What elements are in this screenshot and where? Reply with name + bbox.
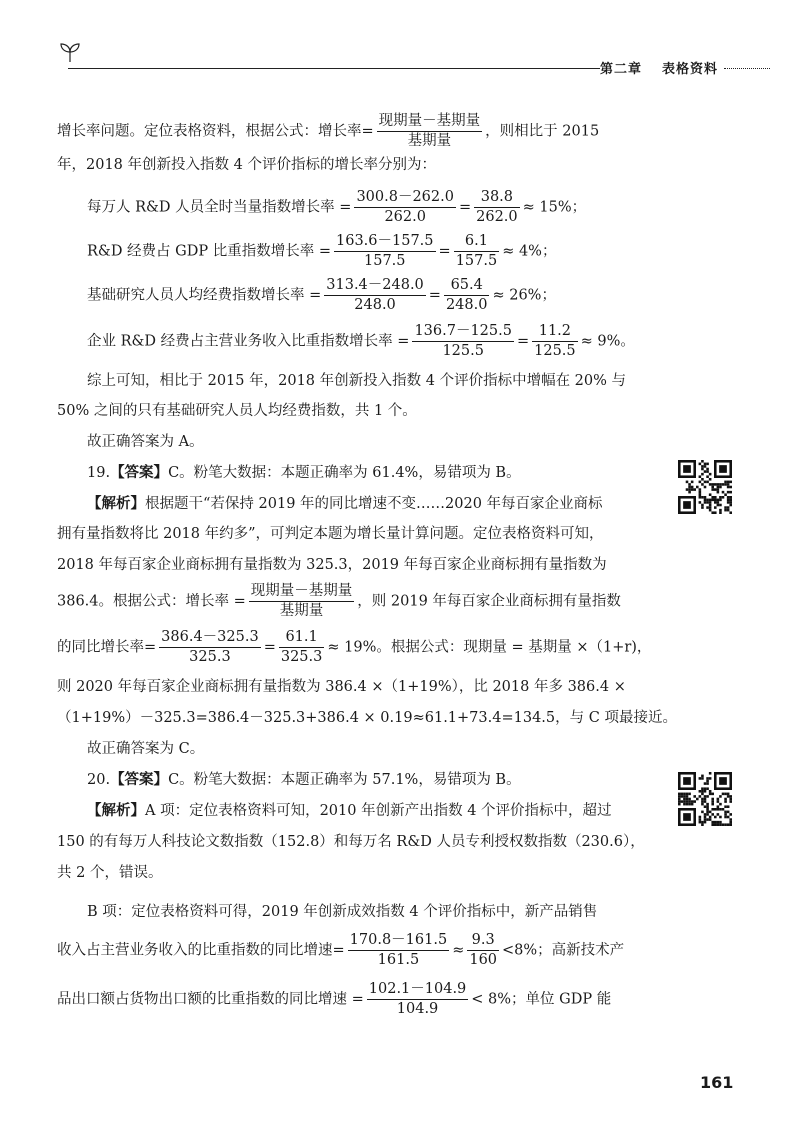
fraction: $\frac{313.4-248.0}{248.0}$	[326, 277, 424, 313]
page-number: 161	[700, 1073, 734, 1092]
analysis-20: 【解析】A 项：定位表格资料可知，2010 年创新产出指数 4 个评价指标中，超过	[87, 802, 612, 819]
formula-line: 企业 R&D 经费占主营业务收入比重指数增长率 = $\frac{136.7-125.5}{125.5}$ = $\frac{11.2}{125.5}$ ≈ 9%。	[87, 323, 635, 359]
chapter-title	[600, 58, 718, 77]
qr-code-icon[interactable]	[678, 772, 732, 826]
text-line: 故正确答案为 C。	[87, 741, 205, 757]
qr-code-icon[interactable]	[678, 460, 732, 514]
fraction: $\frac{170.8-161.5}{161.5}$	[349, 932, 448, 968]
text-line: 共 2 个，错误。	[57, 865, 163, 881]
fraction: $\frac{163.6-157.5}{157.5}$	[336, 233, 434, 269]
fraction: $\frac{38.8}{262.0}$	[476, 189, 518, 225]
header-rule	[68, 68, 600, 69]
text-line: B 项：定位表格资料可得，2019 年创新成效指数 4 个评价指标中，新产品销售	[87, 904, 598, 920]
analysis-19: 【解析】根据题干“若保持 2019 年的同比增速不变……2020 年每百家企业商标	[87, 495, 603, 512]
fraction: $\frac{386.4-325.3}{325.3}$	[161, 629, 259, 665]
fraction: $\frac{300.8-262.0}{262.0}$	[356, 189, 454, 225]
text-line: （1+19%）－325.3=386.4－325.3+386.4 × 0.19≈61.1+73.4=134.5，与 C 项最接近。	[57, 710, 677, 726]
fraction: $\frac{136.7-125.5}{125.5}$	[414, 323, 512, 359]
answer-19: 19.【答案】C。粉笔大数据：本题正确率为 61.4%，易错项为 B。	[87, 464, 521, 481]
fraction: $\frac{102.1-104.9}{104.9}$	[368, 981, 467, 1017]
text-line: 增长率问题。定位表格资料，根据公式：增长率= $\frac{\text{现期量－基期量}}{\text{基期量}}$ ，则相比于 2015	[57, 113, 600, 149]
fraction: $\frac{\text{现期量－基期量}}{\text{基期量}}$	[378, 113, 481, 149]
fraction: $\frac{9.3}{160}$	[469, 932, 498, 968]
formula-line: R&D 经费占 GDP 比重指数增长率 = $\frac{163.6-157.5}{157.5}$ = $\frac{6.1}{157.5}$ ≈ 4%；	[87, 233, 557, 269]
text-line: 年，2018 年创新投入指数 4 个评价指标的增长率分别为：	[57, 157, 436, 173]
text-line: 的同比增长率= $\frac{386.4-325.3}{325.3}$ = $\frac{61.1}{325.3}$ ≈ 19%。根据公式：现期量 = 基期量 ×（1+r)，	[57, 629, 652, 665]
formula-line: 每万人 R&D 人员全时当量指数增长率 = $\frac{300.8-262.0}{262.0}$ = $\frac{38.8}{262.0}$ ≈ 15%；	[87, 189, 587, 225]
formula-line: 基础研究人员人均经费指数增长率 = $\frac{313.4-248.0}{248.0}$ = $\frac{65.4}{248.0}$ ≈ 26%；	[87, 277, 556, 313]
fraction: $\frac{11.2}{125.5}$	[534, 323, 576, 359]
text-line: 故正确答案为 A。	[87, 434, 204, 450]
text-line: 2018 年每百家企业商标拥有量指数为 325.3，2019 年每百家企业商标拥有量指数为	[57, 557, 607, 573]
text-line: 品出口额占货物出口额的比重指数的同比增速 = $\frac{102.1-104.9}{104.9}$ < 8%；单位 GDP 能	[57, 981, 612, 1017]
text-line: 150 的有每万人科技论文数指数（152.8）和每万名 R&D 人员专利授权数指数（230.6），	[57, 834, 645, 850]
text-line: 收入占主营业务收入的比重指数的同比增速= $\frac{170.8-161.5}{161.5}$ ≈ $\frac{9.3}{160}$ <8%；高新技术产	[57, 932, 625, 968]
text-line: 则 2020 年每百家企业商标拥有量指数为 386.4 ×（1+19%），比 2018 年多 386.4 ×	[57, 679, 626, 695]
page-header	[58, 38, 770, 78]
fraction: $\frac{65.4}{248.0}$	[445, 277, 488, 313]
leaf-icon	[58, 42, 82, 64]
text-line: 50% 之间的只有基础研究人员人均经费指数，共 1 个。	[57, 403, 417, 419]
fraction: $\frac{\text{现期量－基期量}}{\text{基期量}}$	[250, 583, 353, 619]
fraction: $\frac{61.1}{325.3}$	[280, 629, 323, 665]
answer-20: 20.【答案】C。粉笔大数据：本题正确率为 57.1%，易错项为 B。	[87, 771, 521, 788]
text-line: 综上可知，相比于 2015 年，2018 年创新投入指数 4 个评价指标中增幅在 20% 与	[87, 373, 627, 389]
fraction: $\frac{6.1}{157.5}$	[455, 233, 498, 269]
text-line: 拥有量指数将比 2018 年约多”，可判定本题为增长量计算问题。定位表格资料可知，	[57, 526, 604, 542]
header-dash	[724, 68, 770, 69]
chapter-number: 第二章	[599, 62, 642, 77]
section-name: 表格资料	[661, 62, 718, 77]
text-line: 386.4。根据公式：增长率 = $\frac{\text{现期量－基期量}}{\text{基期量}}$ ，则 2019 年每百家企业商标拥有量指数	[57, 583, 621, 619]
